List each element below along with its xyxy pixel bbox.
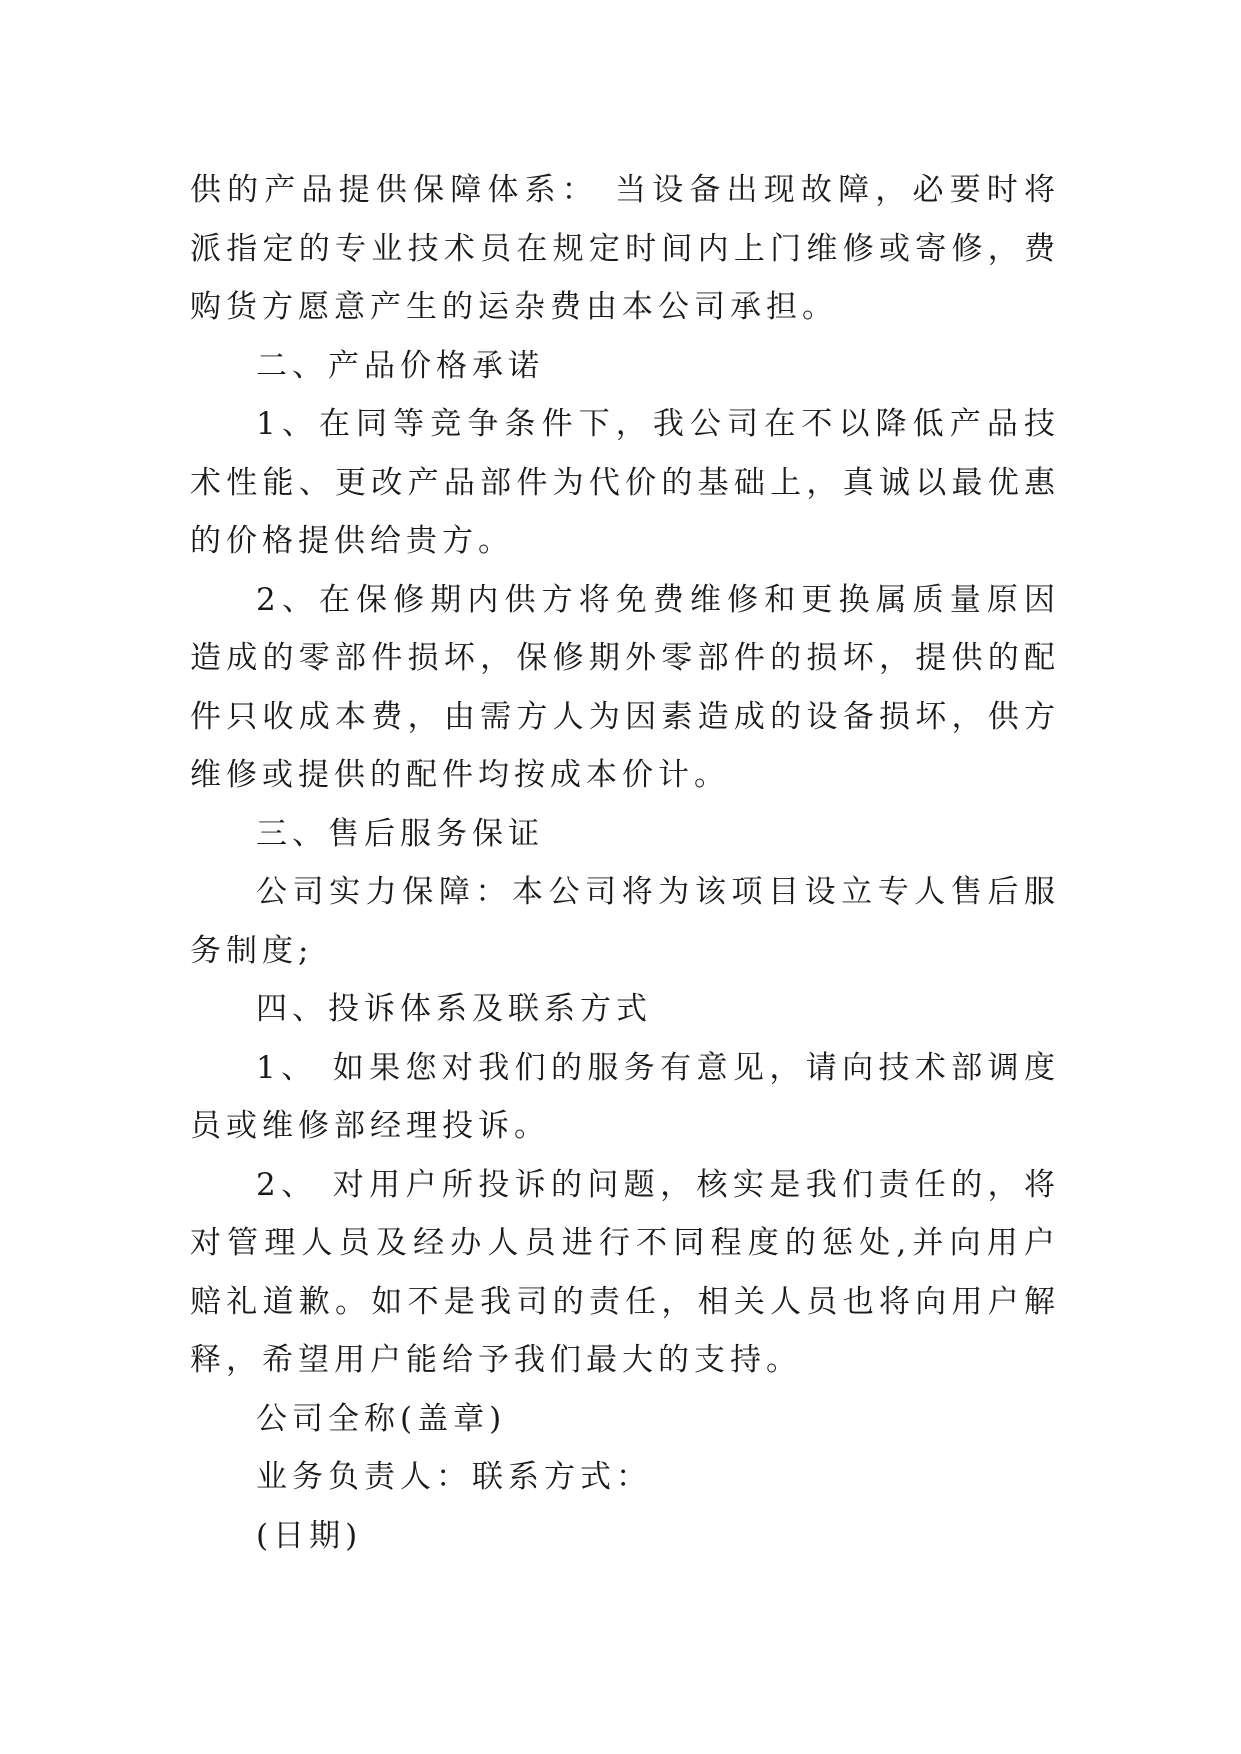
heading-complaint-system: 四、投诉体系及联系方式 [256,991,652,1027]
company-name-seal: 公司全称(盖章) [256,1400,507,1437]
heading-price-commitment: 二、产品价格承诺 [256,347,544,384]
paragraph-company-strength: 公司实力保障：本公司将为该项目设立专人售后服务制度; [190,874,1060,969]
heading-after-sales-guarantee: 三、售后服务保证 [256,815,544,852]
paragraph-price-item-2: 2、在保修期内供方将免费维修和更换属质量原因造成的零部件损坏，保修期外零部件的损坏，提供的配件只收成本费，由需方人为因素造成的设备损坏，供方维修或提供的配件均按成本价计。 [190,581,1060,793]
date-line: (日期) [256,1517,363,1554]
paragraph-price-item-1: 1、在同等竞争条件下，我公司在不以降低产品技术性能、更改产品部件为代价的基础上，真诚以最优惠的价格提供给贵方。 [190,406,1060,559]
document-body [190,161,1060,1565]
business-contact-line: 业务负责人：联系方式： [256,1459,652,1495]
paragraph-complaint-item-2: 2、 对用户所投诉的问题，核实是我们责任的，将对管理人员及经办人员进行不同程度的惩处,并向用户赔礼道歉。如不是我司的责任，相关人员也将向用户解释，希望用户能给予我们最大的支持。 [190,1166,1060,1378]
paragraph-complaint-item-1: 1、 如果您对我们的服务有意见，请向技术部调度员或维修部经理投诉。 [190,1049,1060,1144]
paragraph-warranty-system: 供的产品提供保障体系： 当设备出现故障，必要时将派指定的专业技术员在规定时间内上门维修或寄修，费购货方愿意产生的运杂费由本公司承担。 [190,172,1060,325]
